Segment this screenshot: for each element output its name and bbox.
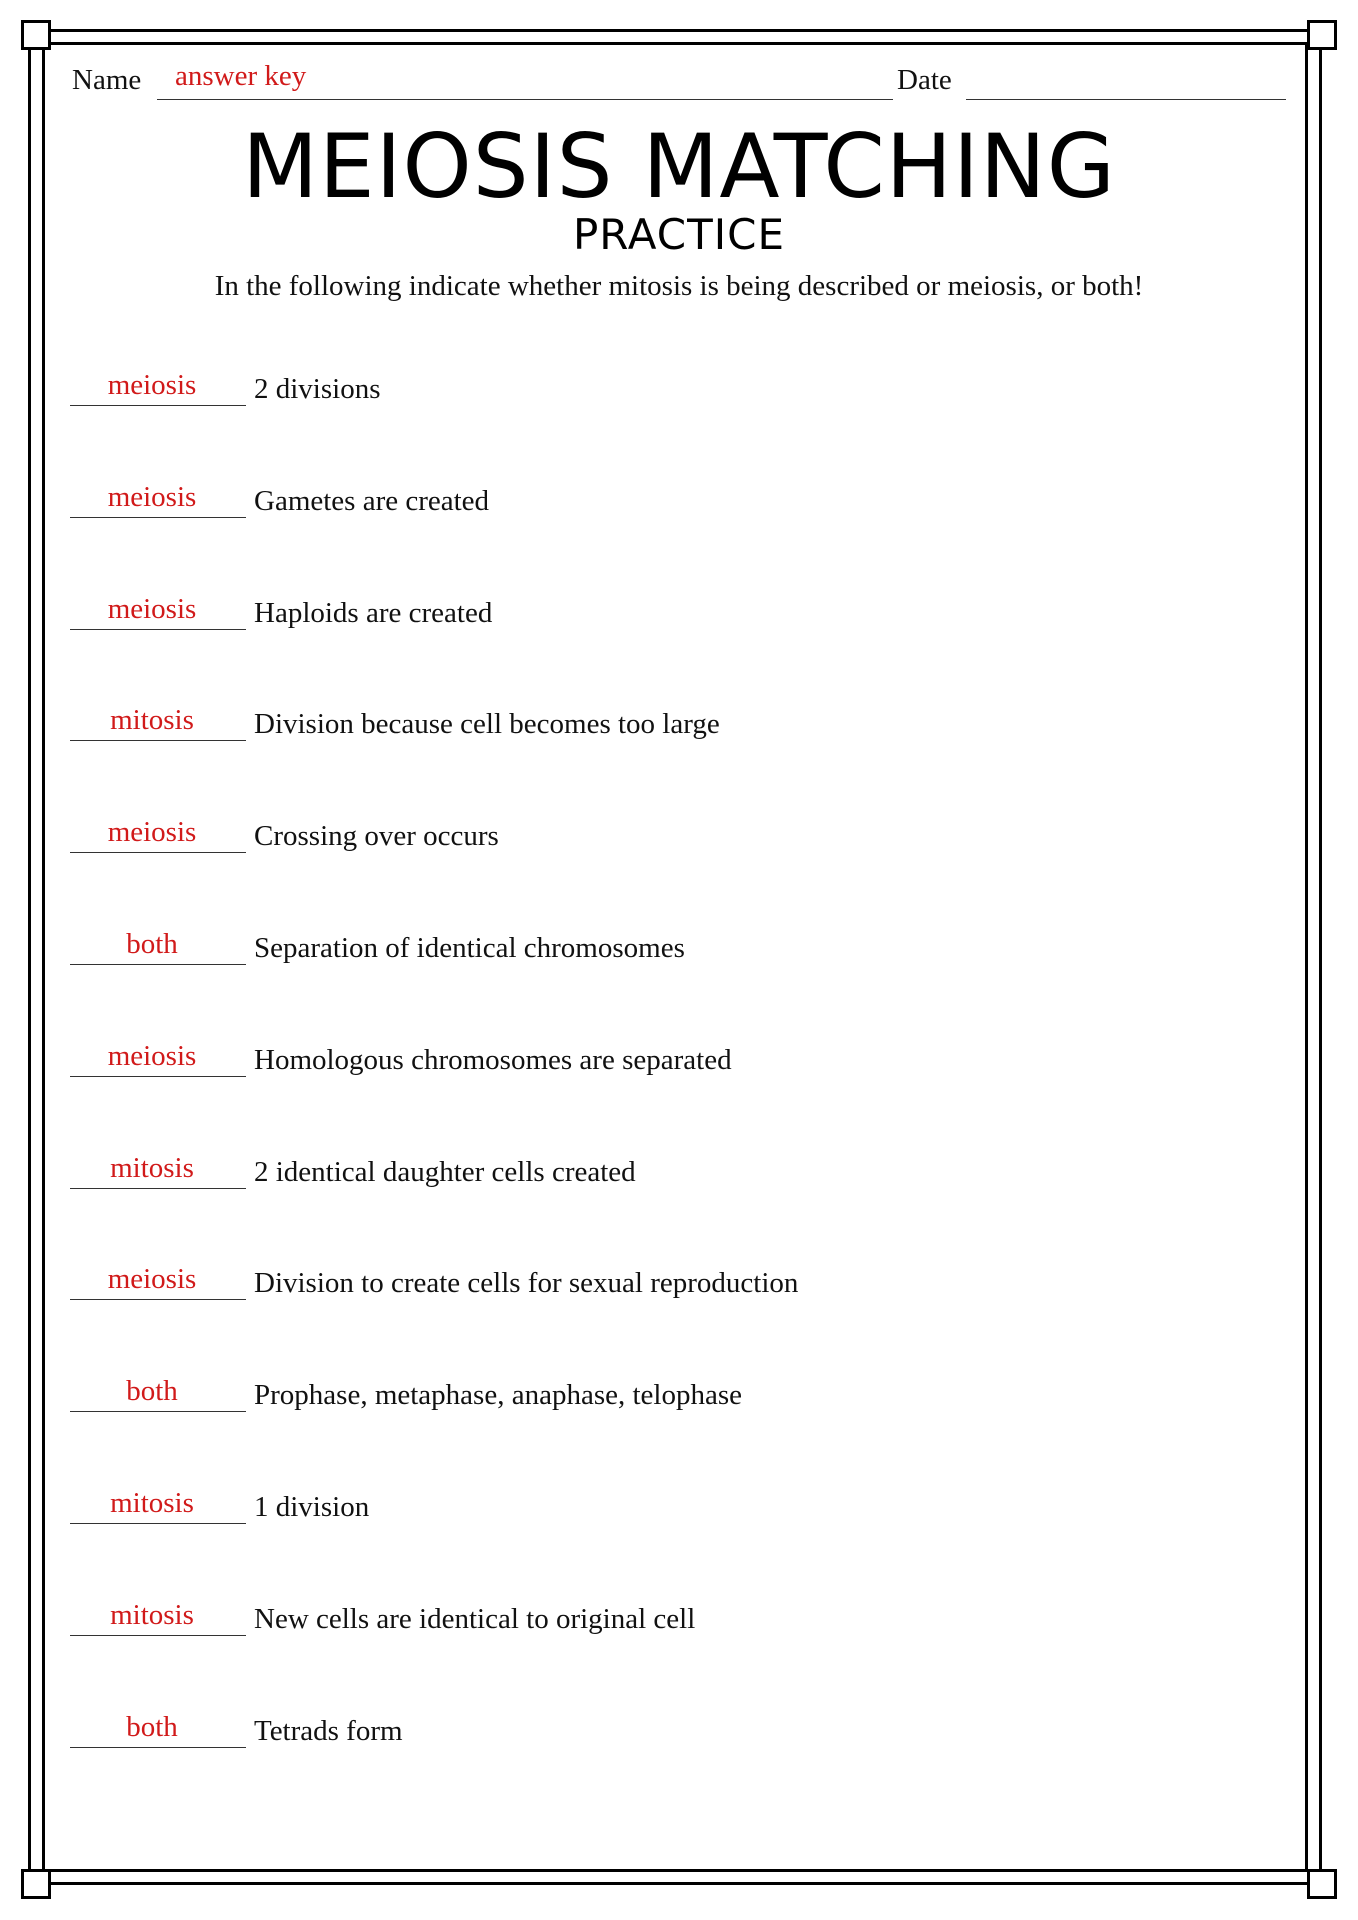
name-field[interactable]	[157, 99, 893, 100]
statement-text: New cells are identical to original cell	[254, 1602, 696, 1635]
list-item	[70, 1148, 1270, 1260]
answer-text: both	[126, 1710, 178, 1743]
name-label: Name	[72, 64, 142, 96]
statement-text: Tetrads form	[254, 1714, 403, 1747]
list-item	[70, 1595, 1270, 1707]
list-item	[70, 477, 1270, 589]
list-item	[70, 812, 1270, 924]
answer-text: meiosis	[107, 1263, 197, 1296]
list-item	[70, 365, 1270, 477]
corner-square-top-right	[1307, 20, 1337, 50]
list-item	[70, 1259, 1270, 1371]
statement-text: Separation of identical chromosomes	[254, 931, 685, 964]
name-value: answer key	[175, 60, 307, 92]
statement-text: Gametes are created	[254, 484, 490, 517]
answer-text: mitosis	[110, 1486, 194, 1519]
statement-text: Division because cell becomes too large	[254, 708, 720, 741]
instructions: In the following indicate whether mitosis is being described or meiosis, or both!	[214, 270, 1144, 302]
answer-text: meiosis	[107, 480, 197, 513]
statement-text: 1 division	[254, 1490, 370, 1523]
statement-text: Crossing over occurs	[254, 820, 499, 853]
answer-text: mitosis	[110, 1151, 194, 1184]
corner-square-bottom-left	[21, 1869, 51, 1899]
corner-square-bottom-right	[1307, 1869, 1337, 1899]
answer-text: meiosis	[107, 816, 197, 849]
answer-text: meiosis	[107, 1039, 197, 1072]
answer-text: mitosis	[110, 704, 194, 737]
statement-text: Division to create cells for sexual reproduction	[254, 1267, 799, 1300]
list-item	[70, 589, 1270, 701]
statement-text: Homologous chromosomes are separated	[254, 1043, 732, 1076]
date-label: Date	[897, 64, 952, 96]
page-title: MEIOSIS MATCHING	[242, 115, 1116, 218]
answer-text: meiosis	[107, 369, 197, 401]
list-item	[70, 700, 1270, 812]
answer-text: both	[126, 927, 178, 960]
list-item	[70, 1483, 1270, 1595]
statement-text: 2 divisions	[254, 373, 381, 405]
list-item	[70, 1707, 1270, 1819]
list-item	[70, 924, 1270, 1036]
statement-text: 2 identical daughter cells created	[254, 1155, 636, 1188]
list-item	[70, 1036, 1270, 1148]
answer-text: mitosis	[110, 1598, 194, 1631]
corner-square-top-left	[21, 20, 51, 50]
date-field[interactable]	[966, 99, 1286, 100]
page-subtitle: PRACTICE	[572, 210, 786, 259]
answer-text: meiosis	[107, 592, 197, 625]
answer-text: both	[126, 1375, 178, 1408]
statement-text: Haploids are created	[254, 596, 493, 629]
matching-list	[70, 365, 1270, 1818]
list-item	[70, 1371, 1270, 1483]
statement-text: Prophase, metaphase, anaphase, telophase	[254, 1379, 742, 1412]
